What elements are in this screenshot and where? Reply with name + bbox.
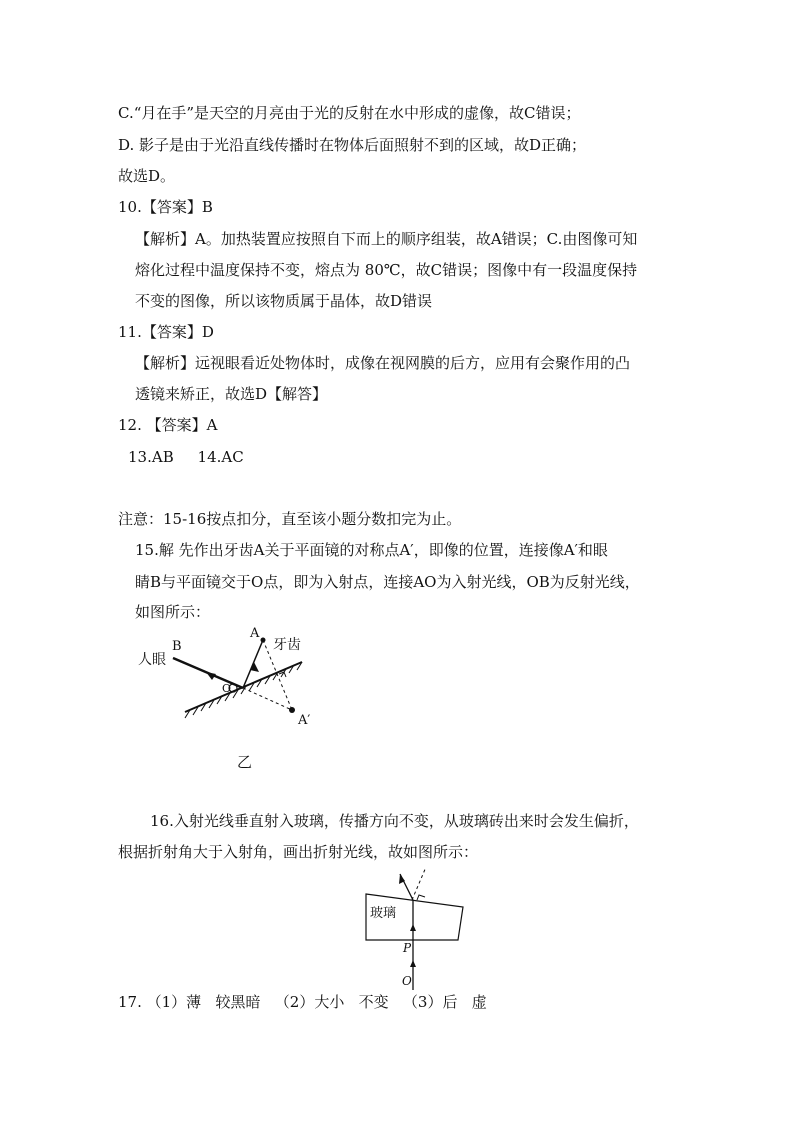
label-a: A <box>250 626 260 641</box>
label-tooth: 牙齿 <box>273 637 301 653</box>
q15-line1: 15.解 先作出牙齿A关于平面镜的对称点A′，即像的位置，连接像A′和眼 <box>135 541 608 559</box>
q16-line1: 16.入射光线垂直射入玻璃，传播方向不变，从玻璃砖出来时会发生偏折， <box>150 812 639 830</box>
choose-d-line: 故选D。 <box>118 167 176 185</box>
label-glass: 玻璃 <box>370 906 397 921</box>
q10-analysis-line2: 熔化过程中温度保持不变，熔点为 80℃，故C错误；图像中有一段温度保持 <box>135 261 638 279</box>
answer-c-line: C.“月在手”是天空的月亮由于光的反射在水中形成的虚像，故C错误； <box>118 104 581 122</box>
q12-answer: 12. 【答案】A <box>118 416 218 434</box>
q10-answer: 10.【答案】B <box>118 198 213 216</box>
label-eye: 人眼 <box>138 652 166 668</box>
label-o: O <box>402 974 412 988</box>
incident-arrow-upper <box>410 924 416 931</box>
q15-line3: 如图所示： <box>135 603 211 621</box>
glass-refraction-figure <box>355 862 475 992</box>
q17-answer: 17. （1）薄 较黑暗 （2）大小 不变 （3）后 虚 <box>118 993 487 1011</box>
incident-arrow-lower <box>410 960 416 967</box>
q10-analysis-line1: 【解析】A。加热装置应按照自下而上的顺序组装，故A错误；C.由图像可知 <box>135 230 638 248</box>
point-a <box>261 638 266 643</box>
label-p: P <box>403 941 412 955</box>
q10-analysis-line3: 不变的图像，所以该物质属于晶体，故D错误 <box>135 292 433 310</box>
label-b: B <box>172 639 182 654</box>
q11-analysis-line1: 【解析】远视眼看近处物体时，成像在视网膜的后方，应用有会聚作用的凸 <box>135 354 631 372</box>
q13-14-answers: 13.AB 14.AC <box>128 448 244 466</box>
mirror-reflection-figure <box>130 620 330 780</box>
figure-caption: 乙 <box>237 753 253 771</box>
reflected-ray-arrow <box>206 672 216 680</box>
note-line: 注意：15-16按点扣分，直至该小题分数扣完为止。 <box>118 510 462 528</box>
label-o: O <box>222 682 232 695</box>
q11-answer: 11.【答案】D <box>118 323 214 341</box>
right-angle-mark <box>417 895 425 900</box>
label-a-prime: A′ <box>298 713 311 728</box>
q16-line2: 根据折射角大于入射角，画出折射光线，故如图所示： <box>118 843 479 861</box>
q15-line2: 睛B与平面镜交于O点，即为入射点，连接AO为入射光线，OB为反射光线， <box>135 573 640 591</box>
q11-analysis-line2: 透镜来矫正，故选D【解答】 <box>135 385 328 403</box>
point-a-prime <box>289 707 295 713</box>
answer-d-line: D. 影子是由于光沿直线传播时在物体后面照射不到的区域，故D正确； <box>118 136 587 154</box>
